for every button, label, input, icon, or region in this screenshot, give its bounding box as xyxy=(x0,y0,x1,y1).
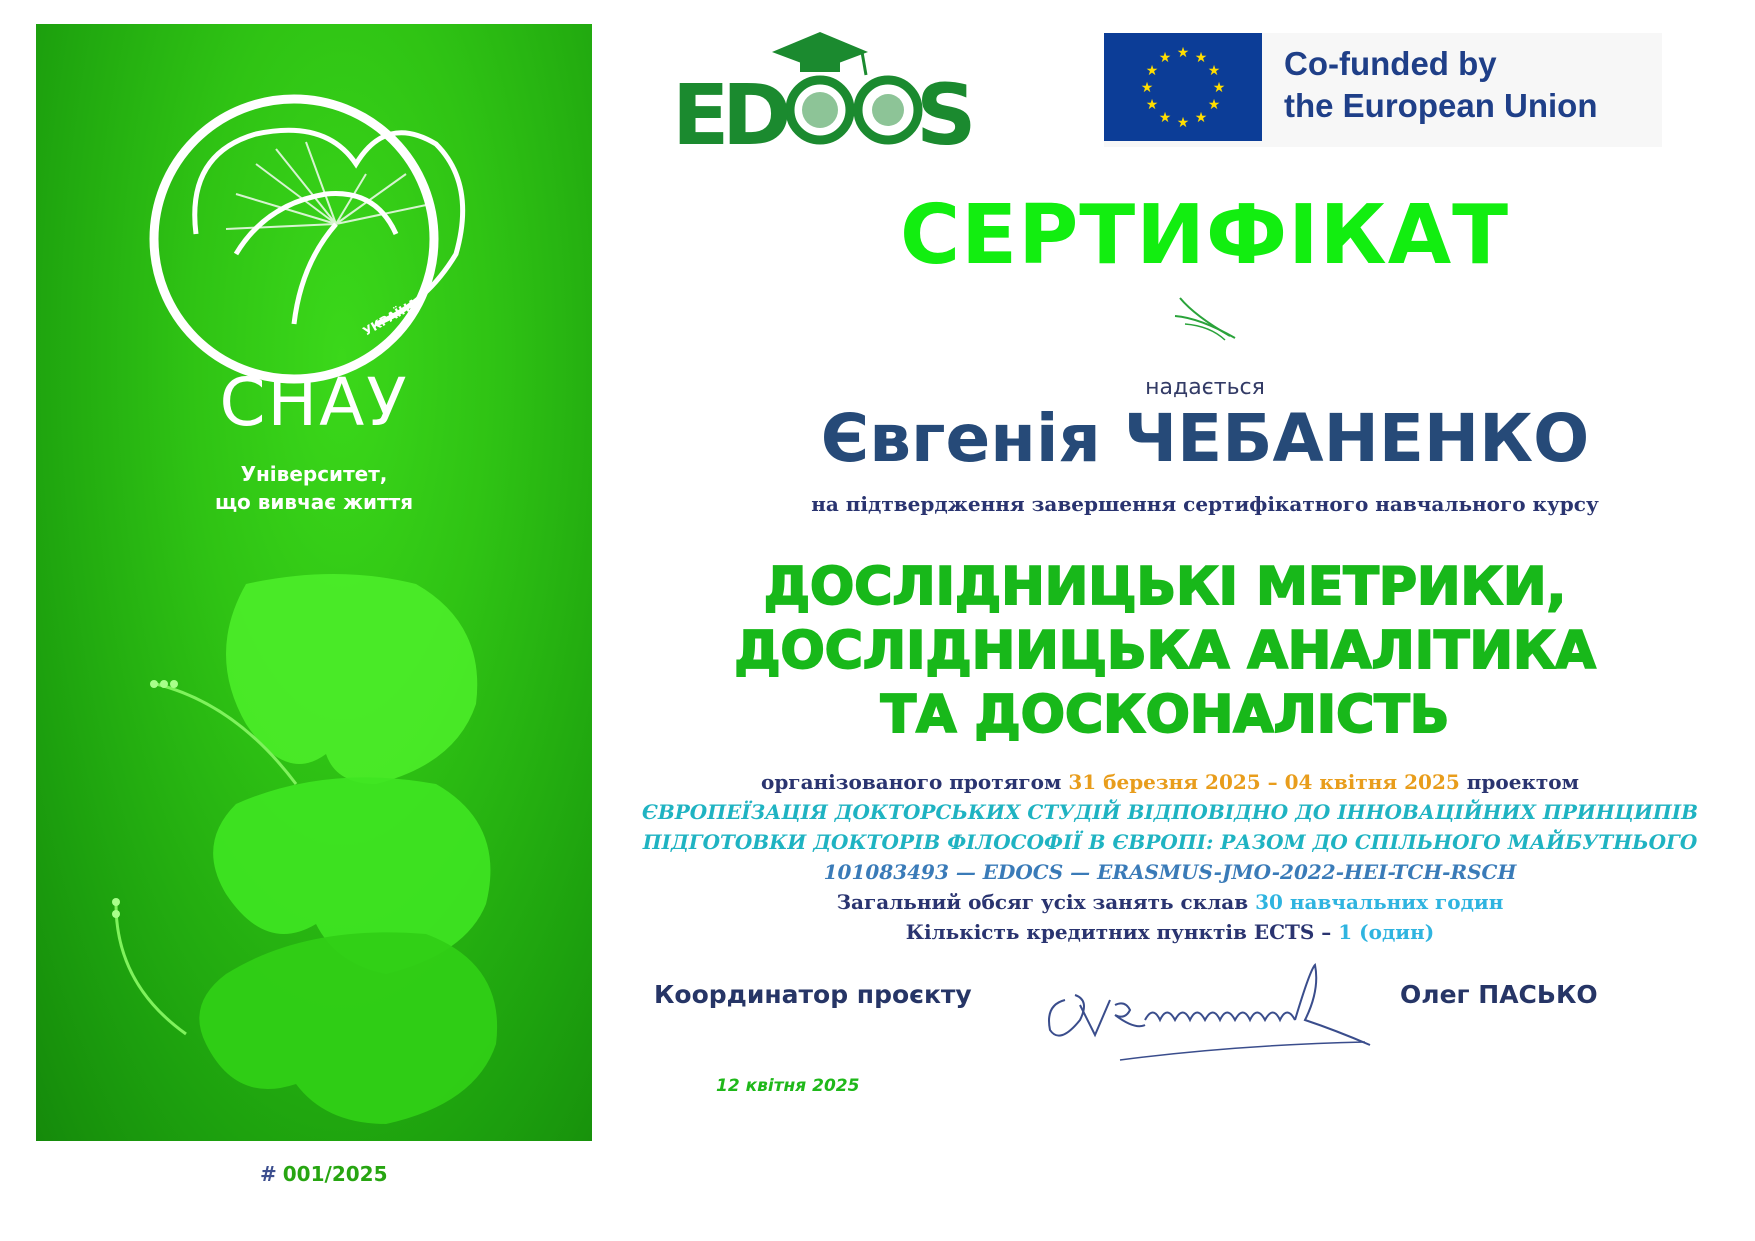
university-abbr: СНАУ xyxy=(219,364,409,441)
hours-line xyxy=(640,890,1700,914)
course-title-line-1: ДОСЛІДНИЦЬКІ МЕТРИКИ, xyxy=(763,557,1567,617)
project-name-line-1: ЄВРОПЕЇЗАЦІЯ ДОКТОРСЬКИХ СТУДІЙ ВІДПОВІДНО ДО ІННОВАЦІЙНИХ ПРИНЦИПІВ xyxy=(641,800,1699,824)
svg-text:S: S xyxy=(916,66,977,164)
issue-date: 12 квітня 2025 xyxy=(716,1076,860,1096)
svg-text:★: ★ xyxy=(1176,45,1190,61)
confirmation-text: на підтвердження завершення сертифікатного навчального курсу xyxy=(811,492,1599,516)
svg-text:★: ★ xyxy=(1158,50,1172,66)
hours-prefix: Загальний обсяг усіх занять склав xyxy=(836,890,1249,914)
organized-line xyxy=(640,770,1700,794)
slogan-line-1: Університет, xyxy=(240,462,388,486)
eu-text-line-1: Co-funded by xyxy=(1284,45,1497,82)
course-title-line-3: ТА ДОСКОНАЛІСТЬ xyxy=(880,685,1450,745)
university-banner xyxy=(36,24,592,1141)
ects-prefix: Кількість кредитних пунктів ECTS – xyxy=(905,920,1332,944)
graduation-cap-icon xyxy=(670,30,977,164)
granted-label: надається xyxy=(1145,375,1265,400)
serial-hash: # xyxy=(260,1162,277,1186)
country-arc-text: УКРАЇНА xyxy=(360,296,421,339)
svg-text:★: ★ xyxy=(1158,110,1172,126)
organized-prefix: організованого протягом xyxy=(760,770,1062,794)
svg-text:★: ★ xyxy=(1212,80,1226,96)
svg-text:★: ★ xyxy=(1145,97,1159,113)
course-title-line-2: ДОСЛІДНИЦЬКА АНАЛІТИКА xyxy=(734,621,1596,681)
course-title xyxy=(610,555,1720,747)
course-period: 31 березня 2025 – 04 квітня 2025 xyxy=(1068,770,1460,794)
edocs-logo xyxy=(670,30,977,164)
eu-text-line-2: the European Union xyxy=(1284,87,1598,124)
svg-text:★: ★ xyxy=(1207,97,1221,113)
serial-value: 001/2025 xyxy=(282,1162,388,1186)
svg-text:★: ★ xyxy=(1194,50,1208,66)
eu-cofunded-logo xyxy=(1104,33,1662,147)
feather-ornament-icon xyxy=(1170,296,1240,346)
eu-flag-icon xyxy=(1104,33,1262,141)
svg-text:★: ★ xyxy=(1194,110,1208,126)
slogan-line-2: що вивчає життя xyxy=(214,490,414,514)
svg-text:★: ★ xyxy=(1140,80,1154,96)
coordinator-label: Координатор проєкту xyxy=(654,980,972,1009)
svg-text:★: ★ xyxy=(1145,63,1159,79)
svg-text:D: D xyxy=(722,66,792,164)
hours-value: 30 навчальних годин xyxy=(1255,890,1504,914)
project-code: 101083493 — EDOCS — ERASMUS-JMO-2022-HEI-TCH-RSCH xyxy=(823,860,1517,884)
ginkgo-leaf-icon xyxy=(36,24,592,1141)
signature-icon xyxy=(1035,960,1375,1070)
project-name-line-2: ПІДГОТОВКИ ДОКТОРІВ ФІЛОСОФІЇ В ЄВРОПІ: РАЗОМ ДО СПІЛЬНОГО МАЙБУТНЬОГО xyxy=(642,830,1698,854)
certificate-title: СЕРТИФІКАТ xyxy=(900,188,1510,283)
organized-suffix: проектом xyxy=(1466,770,1580,794)
ects-line xyxy=(640,920,1700,944)
svg-text:★: ★ xyxy=(1176,115,1190,131)
coordinator-name: Олег ПАСЬКО xyxy=(1400,980,1598,1009)
recipient-name: Євгенія ЧЕБАНЕНКО xyxy=(820,400,1590,477)
svg-text:★: ★ xyxy=(1207,63,1221,79)
svg-text:E: E xyxy=(672,66,730,164)
serial-number xyxy=(260,1162,387,1186)
ects-value: 1 (один) xyxy=(1338,920,1435,944)
